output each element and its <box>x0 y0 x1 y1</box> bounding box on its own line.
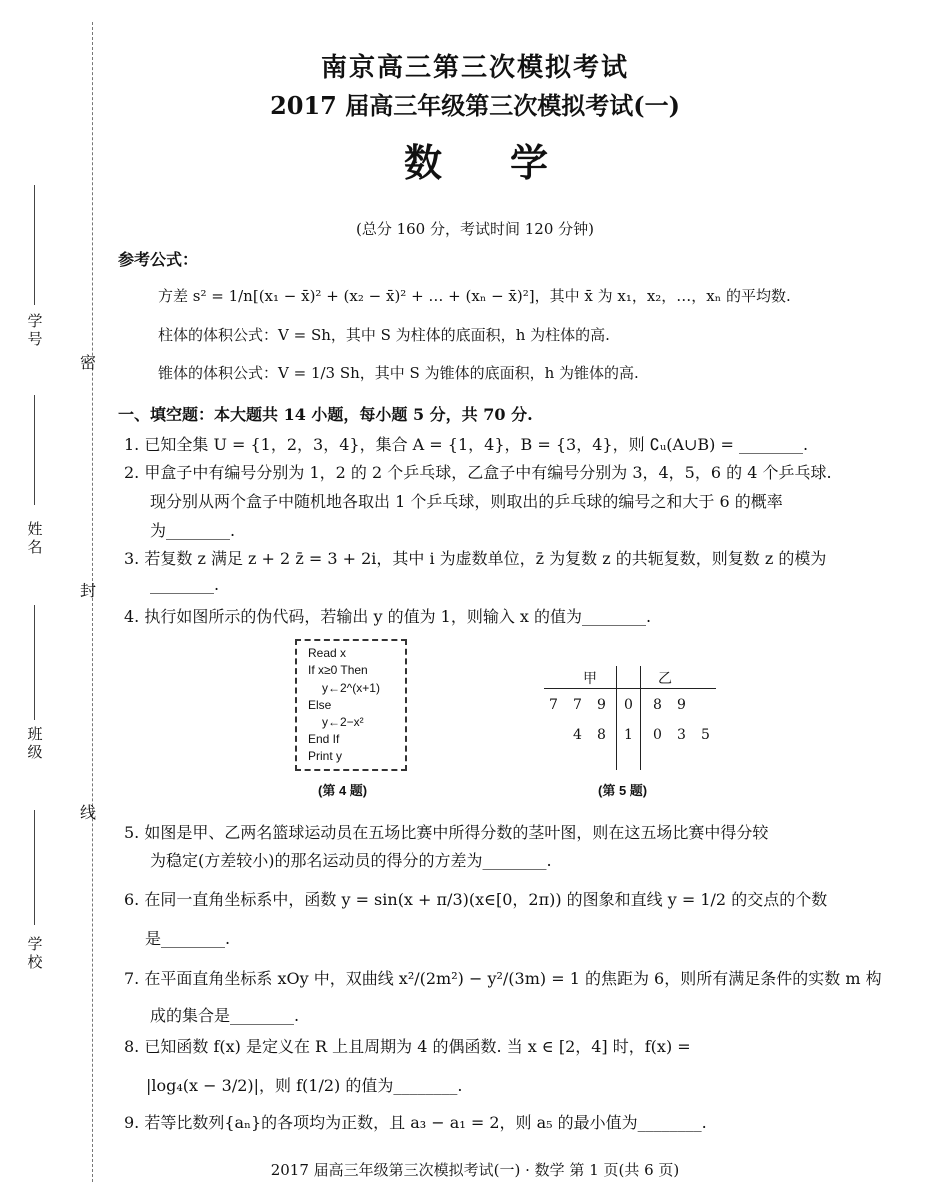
school-label: 学校 <box>27 935 43 971</box>
stemleaf-head-yi: 乙 <box>658 671 672 687</box>
figure-5-caption: (第 5 题) <box>598 783 648 798</box>
stemleaf-header-rule <box>544 688 716 689</box>
leaf-right: 8 <box>653 697 662 713</box>
stemleaf-head-jia: 甲 <box>583 671 597 687</box>
question-1: 1. 已知全集 U = {1，2，3，4}，集合 A = {1，4}，B = {3，4}，则 ∁ᵤ(A∪B) = ________. <box>124 435 809 454</box>
leaf-right: 5 <box>701 727 710 743</box>
question-2-line-3: 为________. <box>150 521 236 540</box>
class-blank <box>34 605 35 720</box>
question-7-line-1: 7. 在平面直角坐标系 xOy 中，双曲线 x²/(2m²) − y²/(3m) = 1 的焦距为 6，则所有满足条件的实数 m 构 <box>124 969 882 988</box>
question-2-line-2: 现分别从两个盒子中随机地各取出 1 个乒乓球，则取出的乒乓球的编号之和大于 6 的概率 <box>150 492 783 511</box>
figure-4-caption: (第 4 题) <box>318 783 368 798</box>
seal-char-feng: 封 <box>80 581 97 600</box>
question-8-line-2: |log₄(x − 3/2)|，则 f(1/2) 的值为________. <box>146 1076 463 1095</box>
question-6-line-2: 是________. <box>145 929 231 948</box>
question-5-line-2: 为稳定(方差较小)的那名运动员的得分的方差为________. <box>150 851 552 870</box>
question-5-line-1: 5. 如图是甲、乙两名篮球运动员在五场比赛中所得分数的茎叶图，则在这五场比赛中得分较 <box>124 823 769 842</box>
formula-heading: 参考公式： <box>118 250 199 269</box>
question-8-line-1: 8. 已知函数 f(x) 是定义在 R 上且周期为 4 的偶函数. 当 x ∈ [2，4] 时，f(x) = <box>124 1037 691 1056</box>
cone-formula: 锥体的体积公式：V = 1/3 Sh，其中 S 为锥体的底面积，h 为锥体的高. <box>158 364 639 382</box>
code-line-endif: End If <box>308 732 340 746</box>
prism-formula: 柱体的体积公式：V = Sh，其中 S 为柱体的底面积，h 为柱体的高. <box>158 326 610 344</box>
subject-title: 数学 <box>403 140 616 185</box>
student-id-blank <box>34 185 35 305</box>
code-line-else-assign: y←2−x² <box>322 715 364 729</box>
leaf-left: 4 <box>573 727 582 743</box>
binding-dashed-line <box>92 22 93 1182</box>
stem: 0 <box>624 697 633 713</box>
leaf-right: 0 <box>653 727 662 743</box>
name-label: 姓名 <box>27 520 43 556</box>
exam-subtitle: 2017 届高三年级第三次模拟考试(一) <box>270 91 680 120</box>
stemleaf-divider-right <box>640 666 641 770</box>
code-line-else: Else <box>308 698 332 712</box>
question-9: 9. 若等比数列{aₙ}的各项均为正数，且 a₃ − a₁ = 2，则 a₅ 的最小值为________. <box>124 1113 707 1132</box>
code-line-then-assign: y←2^(x+1) <box>322 681 380 695</box>
leaf-right: 3 <box>677 727 686 743</box>
seal-char-mi: 密 <box>80 353 97 372</box>
leaf-left: 7 <box>549 697 558 713</box>
question-6-line-1: 6. 在同一直角坐标系中，函数 y = sin(x + π/3)(x∈[0，2π)) 的图象和直线 y = 1/2 的交点的个数 <box>124 890 828 909</box>
leaf-left: 8 <box>597 727 606 743</box>
stem: 1 <box>624 727 633 743</box>
name-blank <box>34 395 35 505</box>
leaf-right: 9 <box>677 697 686 713</box>
question-3-line-2: ________. <box>150 575 220 594</box>
variance-formula: 方差 s² = 1/n[(x₁ − x̄)² + (x₂ − x̄)² + … + (xₙ − x̄)²]，其中 x̄ 为 x₁，x₂，…，xₙ 的平均数. <box>158 287 791 305</box>
school-blank <box>34 810 35 925</box>
question-7-line-2: 成的集合是________. <box>150 1006 300 1025</box>
question-3-line-1: 3. 若复数 z 满足 z + 2 z̄ = 3 + 2i，其中 i 为虚数单位，z̄ 为复数 z 的共轭复数，则复数 z 的模为 <box>124 549 827 568</box>
page-footer: 2017 届高三年级第三次模拟考试(一) · 数学 第 1 页(共 6 页) <box>270 1161 680 1179</box>
seal-char-xian: 线 <box>80 803 97 822</box>
student-id-label: 学号 <box>27 312 43 348</box>
code-line-if: If x≥0 Then <box>308 663 368 677</box>
stemleaf-divider-left <box>616 666 617 770</box>
question-4: 4. 执行如图所示的伪代码，若输出 y 的值为 1，则输入 x 的值为________. <box>124 607 652 626</box>
leaf-left: 9 <box>597 697 606 713</box>
exam-title: 南京高三第三次模拟考试 <box>320 53 629 83</box>
section-heading: 一、填空题：本大题共 14 小题，每小题 5 分，共 70 分. <box>118 405 533 424</box>
code-line-read: Read x <box>308 646 347 660</box>
leaf-left: 7 <box>573 697 582 713</box>
exam-meta: (总分 160 分，考试时间 120 分钟) <box>355 220 595 238</box>
code-line-print: Print y <box>308 749 343 763</box>
question-2-line-1: 2. 甲盒子中有编号分别为 1，2 的 2 个乒乓球，乙盒子中有编号分别为 3，4，5，6 的 4 个乒乓球. <box>124 463 832 482</box>
class-label: 班级 <box>27 725 43 761</box>
